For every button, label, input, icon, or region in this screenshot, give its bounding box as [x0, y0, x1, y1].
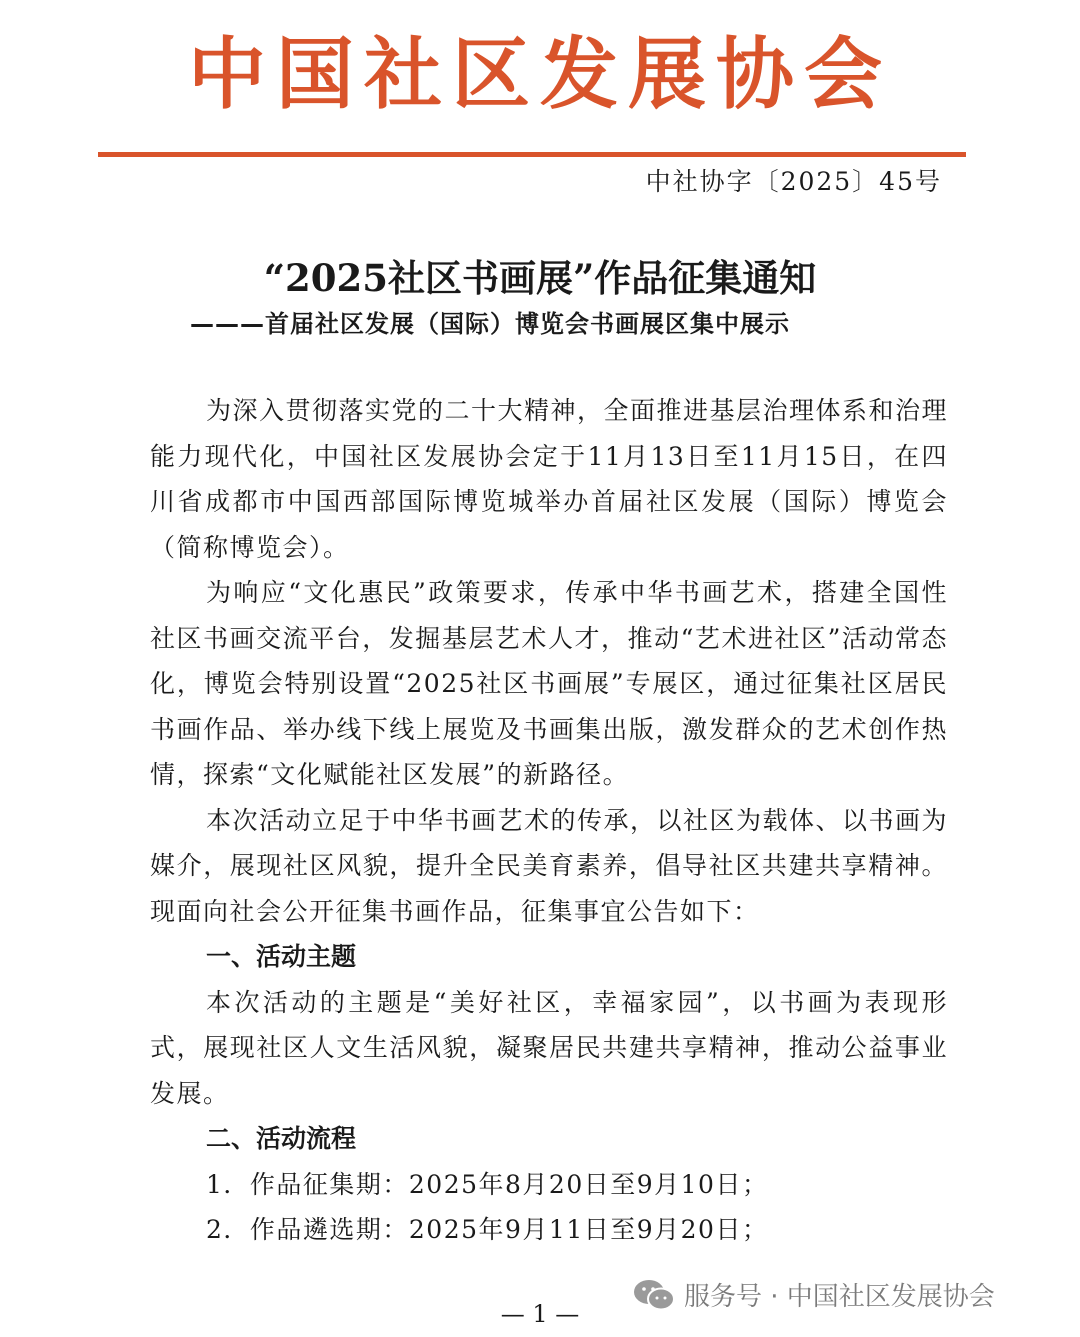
- notice-title: “2025社区书画展”作品征集通知: [263, 256, 817, 300]
- document-number: 中社协字〔2025〕45号: [645, 167, 942, 196]
- watermark-text: 服务号 · 中国社区发展协会: [684, 1282, 995, 1312]
- body-paragraph-1: 为深入贯彻落实党的二十大精神，全面推进基层治理体系和治理能力现代化，中国社区发展协会定于11月13日至11月15日，在四川省成都市中国西部国际博览城举办首届社区发展（国际）博览会（简称博览会）。: [150, 396, 949, 562]
- page-number: — 1 —: [500, 1300, 580, 1328]
- body-paragraph-3: 本次活动立足于中华书画艺术的传承，以社区为载体、以书画为媒介，展现社区风貌，提升全民美育素养，倡导社区共建共享精神。现面向社会公开征集书画作品，征集事宜公告如下：: [150, 805, 949, 926]
- letterhead-org-name: 中国社区发展协会: [187, 30, 892, 120]
- notice-subtitle: ———首届社区发展（国际）博览会书画展区集中展示: [190, 310, 790, 338]
- section-heading-theme: 一、活动主题: [206, 942, 357, 971]
- process-step-1: 1．作品征集期：2025年8月20日至9月10日；: [206, 1169, 769, 1199]
- process-step-2: 2．作品遴选期：2025年9月11日至9月20日；: [206, 1215, 769, 1244]
- body-paragraph-2: 为响应“文化惠民”政策要求，传承中华书画艺术，搭建全国性社区书画交流平台，发掘基层艺术人才，推动“艺术进社区”活动常态化，博览会特别设置“2025社区书画展”专展区，通过征集社区居民书画作品、举办线下线上展览及书画集出版，激发群众的艺术创作热情，探索“文化赋能社区发展”的新路径。: [150, 578, 948, 789]
- section-heading-process: 二、活动流程: [206, 1124, 357, 1153]
- letterhead-divider: [98, 152, 966, 157]
- notice-body: [150, 388, 948, 1253]
- section-theme-text: 本次活动的主题是“美好社区，幸福家园”，以书画为表现形式，展现社区人文生活风貌，凝聚居民共建共享精神，推动公益事业发展。: [150, 987, 948, 1108]
